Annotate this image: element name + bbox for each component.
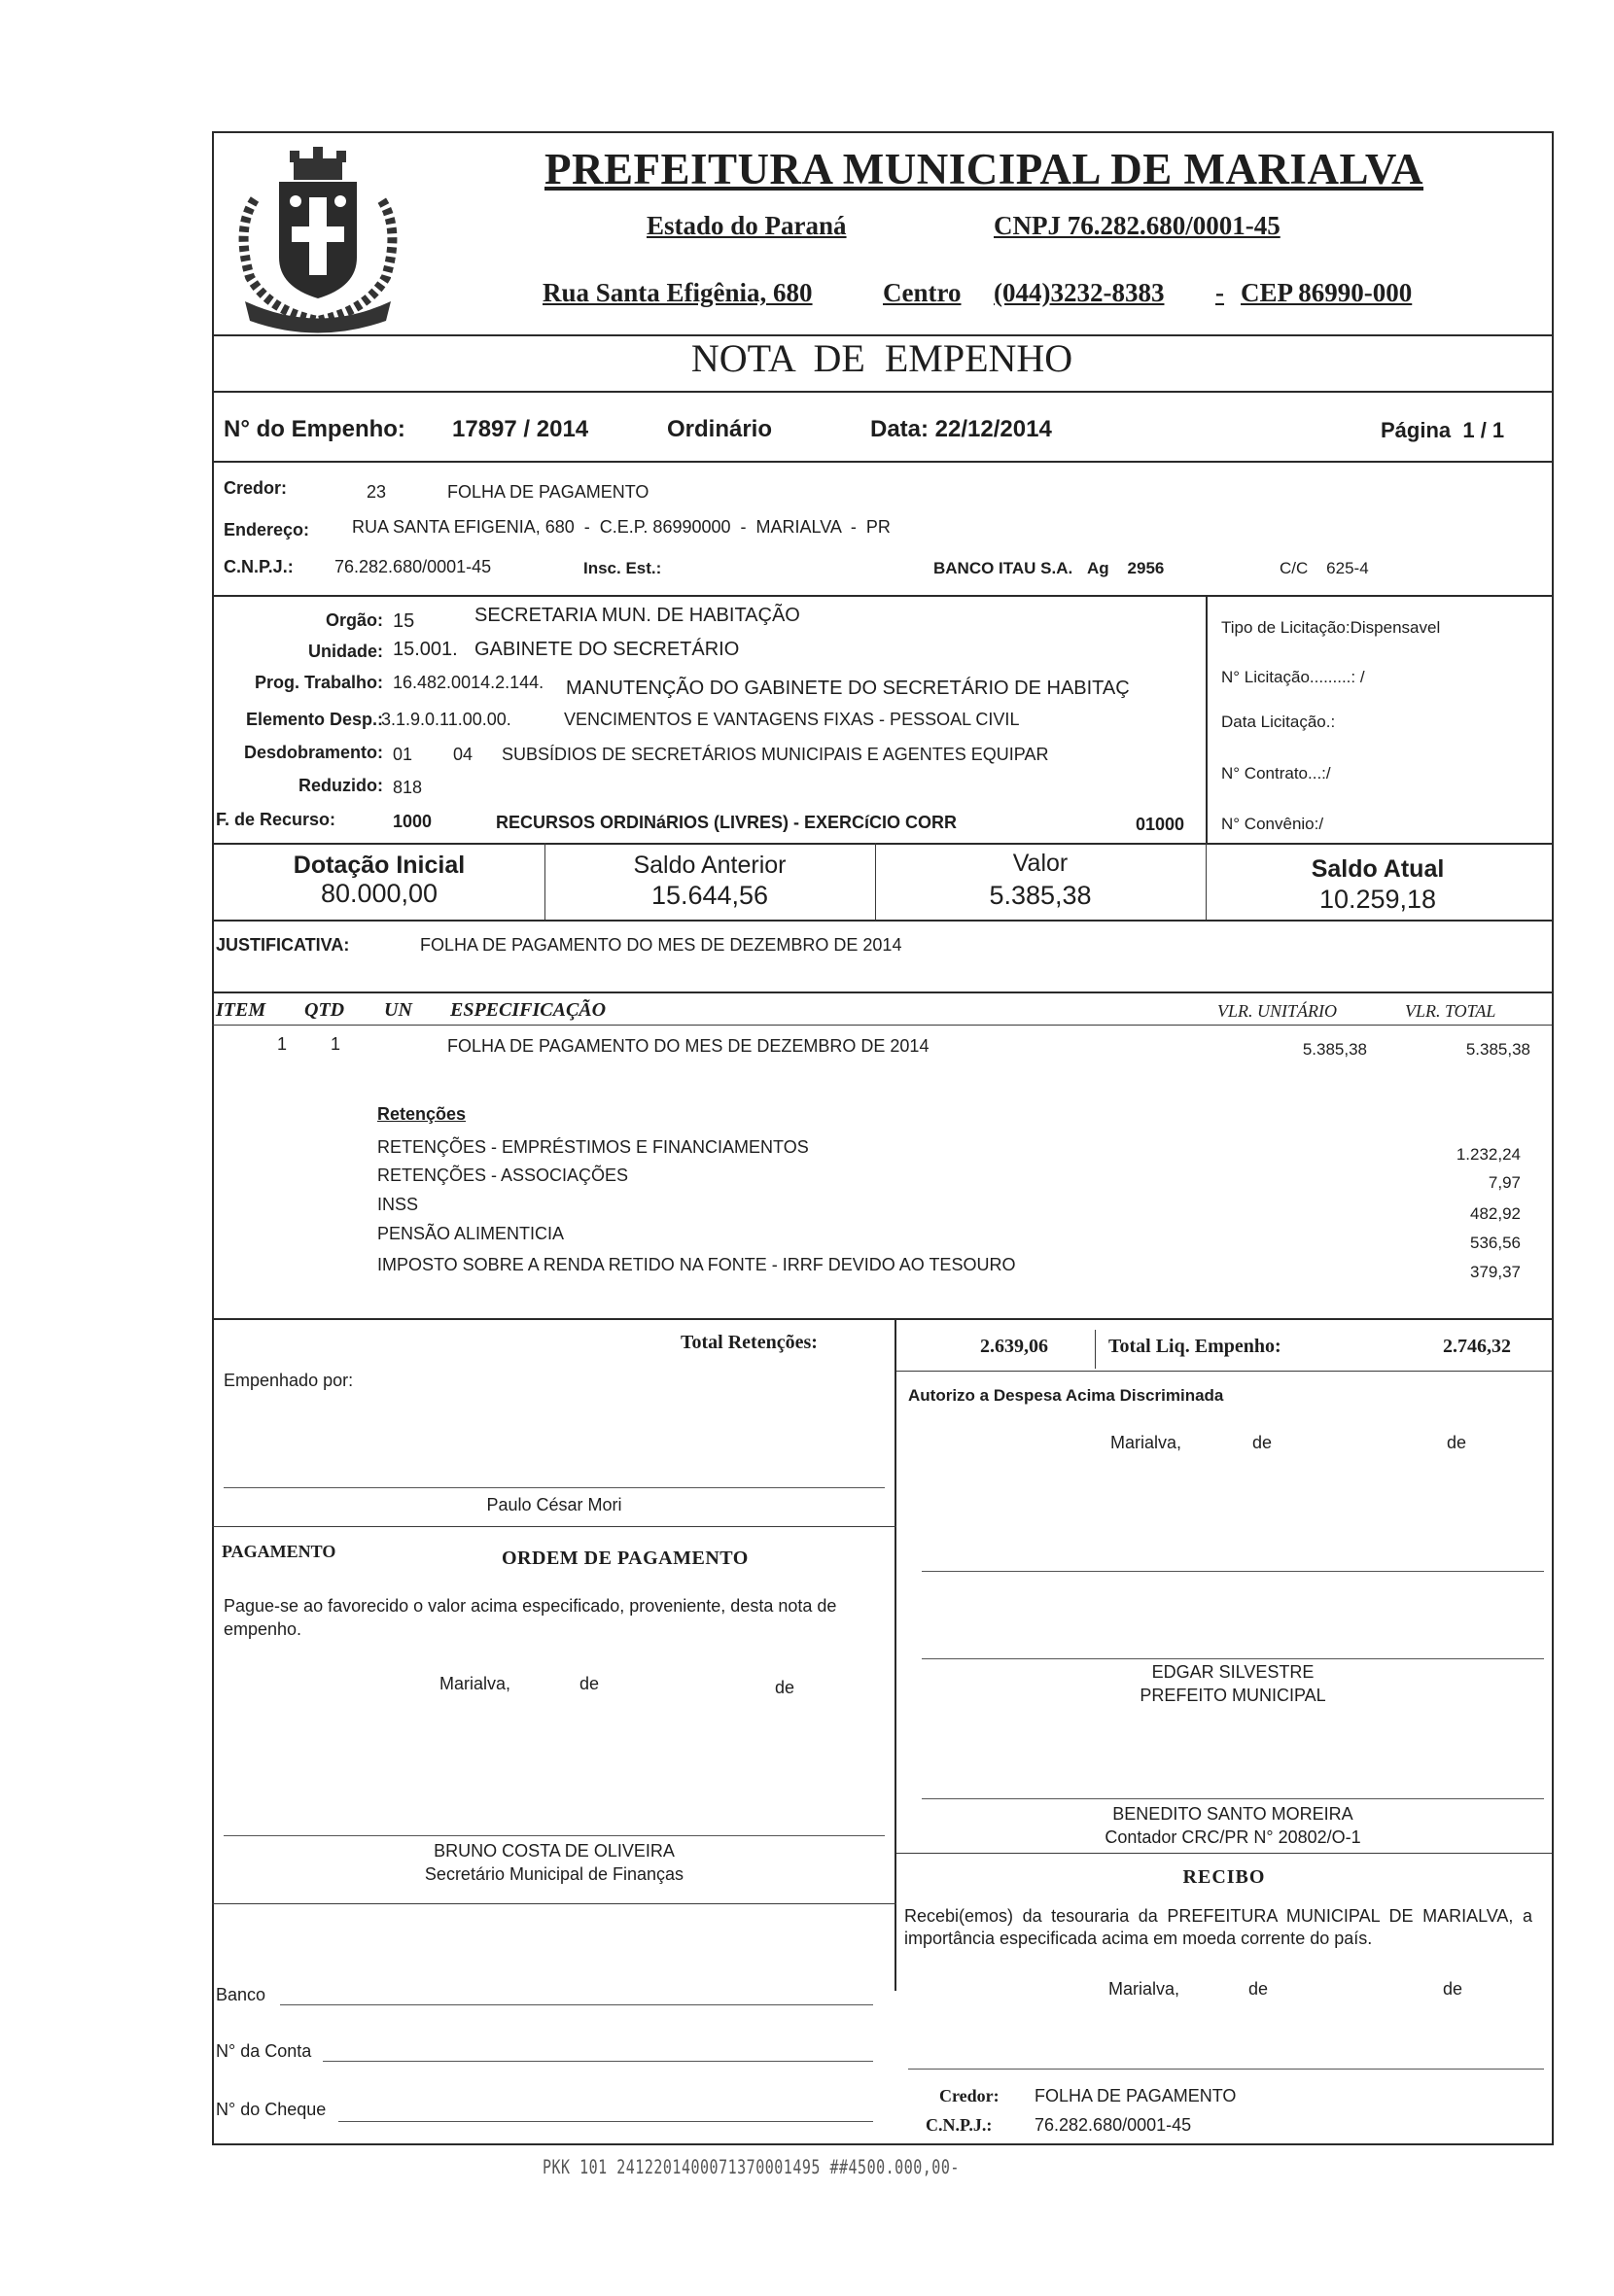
ordem-de1: de [579,1674,600,1693]
licitacao-numero: N° Licitação.........: / [1221,668,1365,686]
item-unit-value: 5.385,38 [1302,1040,1367,1059]
retencao-label: IMPOSTO SOBRE A RENDA RETIDO NA FONTE - IRRF DEVIDO AO TESOURO [377,1255,1016,1274]
retencao-value: 482,92 [1470,1204,1521,1223]
insc-label: Insc. Est.: [583,559,662,577]
pague-se-text: Pague-se ao favorecido o valor acima especificado, proveniente, desta nota de empenho. [224,1596,837,1639]
recurso-number: 01000 [1136,815,1185,834]
recibo-cnpj-label: C.N.P.J.: [926,2115,993,2135]
document-title: NOTA DE EMPENHO [690,336,1073,380]
item-qtd: 1 [331,1034,341,1054]
recibo-text: Recebi(emos) da tesouraria da PREFEITURA MUNICIPAL DE MARIALVA, a importância especificada acima em moeda corrente do país. [904,1906,1532,1948]
saldo-atual-label: Saldo Atual [1311,855,1445,883]
reduzido-label: Reduzido: [298,776,383,795]
col-vlr-total: VLR. TOTAL [1405,1001,1496,1021]
ordem-pagamento-title: ORDEM DE PAGAMENTO [502,1548,749,1569]
ordem-de2: de [775,1678,795,1697]
recurso-value: RECURSOS ORDINáRIOS (LIVRES) - EXERCíCIO CORR [496,813,958,832]
retencao-label: RETENÇÕES - EMPRÉSTIMOS E FINANCIAMENTOS [377,1137,809,1157]
cheque-label: N° do Cheque [216,2100,327,2119]
item-number: 1 [277,1034,288,1054]
orgao-label: Orgão: [325,610,383,630]
licitacao-data: Data Licitação.: [1221,713,1336,731]
bank-name: BANCO ITAU S.A. [933,559,1073,577]
page-number: Página 1 / 1 [1381,418,1505,442]
autorizo-marialva: Marialva, [1110,1433,1182,1452]
bank-agency: Ag 2956 [1087,559,1165,577]
header-dash: - [1215,278,1224,307]
banco-label: Banco [216,1985,266,2004]
saldo-anterior-value: 15.644,56 [650,881,769,910]
empenho-label: N° do Empenho: [224,416,405,442]
recurso-code: 1000 [393,812,433,831]
header-phone: (044)3232-8383 [994,278,1165,307]
elemento-value: VENCIMENTOS E VANTAGENS FIXAS - PESSOAL CIVIL [564,710,1020,729]
ordem-marialva: Marialva, [439,1674,511,1693]
retencao-value: 379,37 [1470,1263,1521,1281]
recibo-de2: de [1443,1979,1463,1999]
justificativa-text: FOLHA DE PAGAMENTO DO MES DE DEZEMBRO DE 2014 [420,935,902,955]
address-label: Endereço: [224,520,310,539]
contador-nome: BENEDITO SANTO MOREIRA [1112,1804,1353,1824]
retencao-label: RETENÇÕES - ASSOCIAÇÕES [377,1165,629,1185]
dotacao-label: Dotação Inicial [293,852,466,879]
empenho-date: Data: 22/12/2014 [870,416,1052,442]
bank-account: C/C 625-4 [1280,559,1369,577]
empenhado-por-name: Paulo César Mori [486,1495,622,1514]
total-retencoes-label: Total Retenções: [681,1332,818,1353]
retencao-label: INSS [377,1195,419,1214]
autorizo-text: Autorizo a Despesa Acima Discriminada [908,1386,1224,1405]
empenho-number: 17897 / 2014 [452,416,589,442]
justificativa-label: JUSTIFICATIVA: [216,935,350,955]
orgao-value: SECRETARIA MUN. DE HABITAÇÃO [474,605,800,626]
recibo-credor-value: FOLHA DE PAGAMENTO [1035,2086,1237,2105]
col-qtd: QTD [304,999,345,1021]
col-vlr-unit: VLR. UNITÁRIO [1217,1001,1337,1021]
desdob-a: 01 [393,745,413,764]
autorizo-de1: de [1252,1433,1273,1452]
recibo-marialva: Marialva, [1108,1979,1180,1999]
prog-label: Prog. Trabalho: [254,673,383,692]
conta-label: N° da Conta [216,2041,312,2061]
licitacao-tipo: Tipo de Licitação:Dispensavel [1221,618,1441,637]
credor-name: FOLHA DE PAGAMENTO [447,482,649,502]
total-retencoes-value: 2.639,06 [980,1336,1048,1357]
credor-code: 23 [367,482,387,502]
elemento-code: 3.1.9.0.11.00.00. [381,710,511,729]
contador-cargo: Contador CRC/PR N° 20802/O-1 [1105,1827,1361,1847]
desdob-value: SUBSÍDIOS DE SECRETÁRIOS MUNICIPAIS E AGENTES EQUIPAR [502,745,1049,764]
secretario-nome: BRUNO COSTA DE OLIVEIRA [434,1841,675,1861]
credor-label: Credor: [224,478,288,498]
cnpj-label: C.N.P.J.: [224,557,294,576]
header-district: Centro [883,278,962,307]
header-cnpj: CNPJ 76.282.680/0001-45 [994,211,1281,240]
autorizo-de2: de [1447,1433,1467,1452]
recibo-de1: de [1248,1979,1269,1999]
orgao-code: 15 [393,610,415,632]
col-espec: ESPECIFICAÇÃO [450,999,607,1021]
desdob-b: 04 [453,745,474,764]
retencoes-title: Retenções [377,1104,467,1124]
recibo-cnpj-value: 76.282.680/0001-45 [1035,2115,1192,2135]
valor-label: Valor [1012,850,1069,877]
recibo-credor-label: Credor: [939,2086,1000,2105]
licitacao-contrato: N° Contrato...:/ [1221,764,1331,783]
item-description: FOLHA DE PAGAMENTO DO MES DE DEZEMBRO DE 2014 [447,1036,930,1056]
total-liquido-label: Total Liq. Empenho: [1108,1336,1281,1357]
header-state: Estado do Paraná [647,211,847,240]
saldo-atual-value: 10.259,18 [1318,885,1437,914]
saldo-anterior-label: Saldo Anterior [633,852,787,879]
prefeito-nome: EDGAR SILVESTRE [1151,1662,1315,1682]
header-cep: CEP 86990-000 [1241,278,1413,307]
item-total-value: 5.385,38 [1465,1040,1530,1059]
retencao-value: 7,97 [1488,1173,1521,1192]
prog-value: MANUTENÇÃO DO GABINETE DO SECRETÁRIO DE HABITAÇ [566,678,1130,699]
valor-value: 5.385,38 [989,881,1092,910]
pagamento-title: PAGAMENTO [222,1542,336,1561]
retencao-value: 1.232,24 [1456,1145,1521,1164]
empenhado-por-label: Empenhado por: [224,1371,354,1390]
coat-of-arms [226,141,410,335]
prefeito-cargo: PREFEITO MUNICIPAL [1140,1686,1326,1705]
conta-field[interactable] [323,2061,873,2062]
cheque-field[interactable] [338,2121,873,2122]
desdob-label: Desdobramento: [243,743,383,762]
empenho-type: Ordinário [667,416,773,442]
cnpj-value: 76.282.680/0001-45 [334,557,492,576]
total-liquido-value: 2.746,32 [1443,1336,1511,1357]
retencao-value: 536,56 [1470,1234,1521,1252]
reduzido-value: 818 [393,778,423,797]
dotacao-value: 80.000,00 [320,879,439,908]
header-title: PREFEITURA MUNICIPAL DE MARIALVA [544,145,1424,193]
col-un: UN [384,999,412,1021]
unidade-value: GABINETE DO SECRETÁRIO [474,639,740,660]
prog-code: 16.482.0014.2.144. [393,673,544,692]
retencao-label: PENSÃO ALIMENTICIA [377,1224,565,1243]
licitacao-convenio: N° Convênio:/ [1221,815,1324,833]
unidade-code: 15.001. [393,639,458,660]
recurso-label: F. de Recurso: [216,810,336,829]
recibo-title: RECIBO [1182,1866,1266,1888]
bank-authentication-stamp: PKK 101 2412201400071370001495 ##4500.000,00- [543,2156,960,2179]
elemento-label: Elemento Desp.: [245,710,383,729]
unidade-label: Unidade: [307,642,383,661]
secretario-cargo: Secretário Municipal de Finanças [424,1864,684,1884]
address-value: RUA SANTA EFIGENIA, 680 - C.E.P. 86990000 - MARIALVA - PR [352,517,891,537]
header-street: Rua Santa Efigênia, 680 [543,278,813,307]
col-item: ITEM [216,999,266,1021]
banco-field[interactable] [280,2004,873,2005]
